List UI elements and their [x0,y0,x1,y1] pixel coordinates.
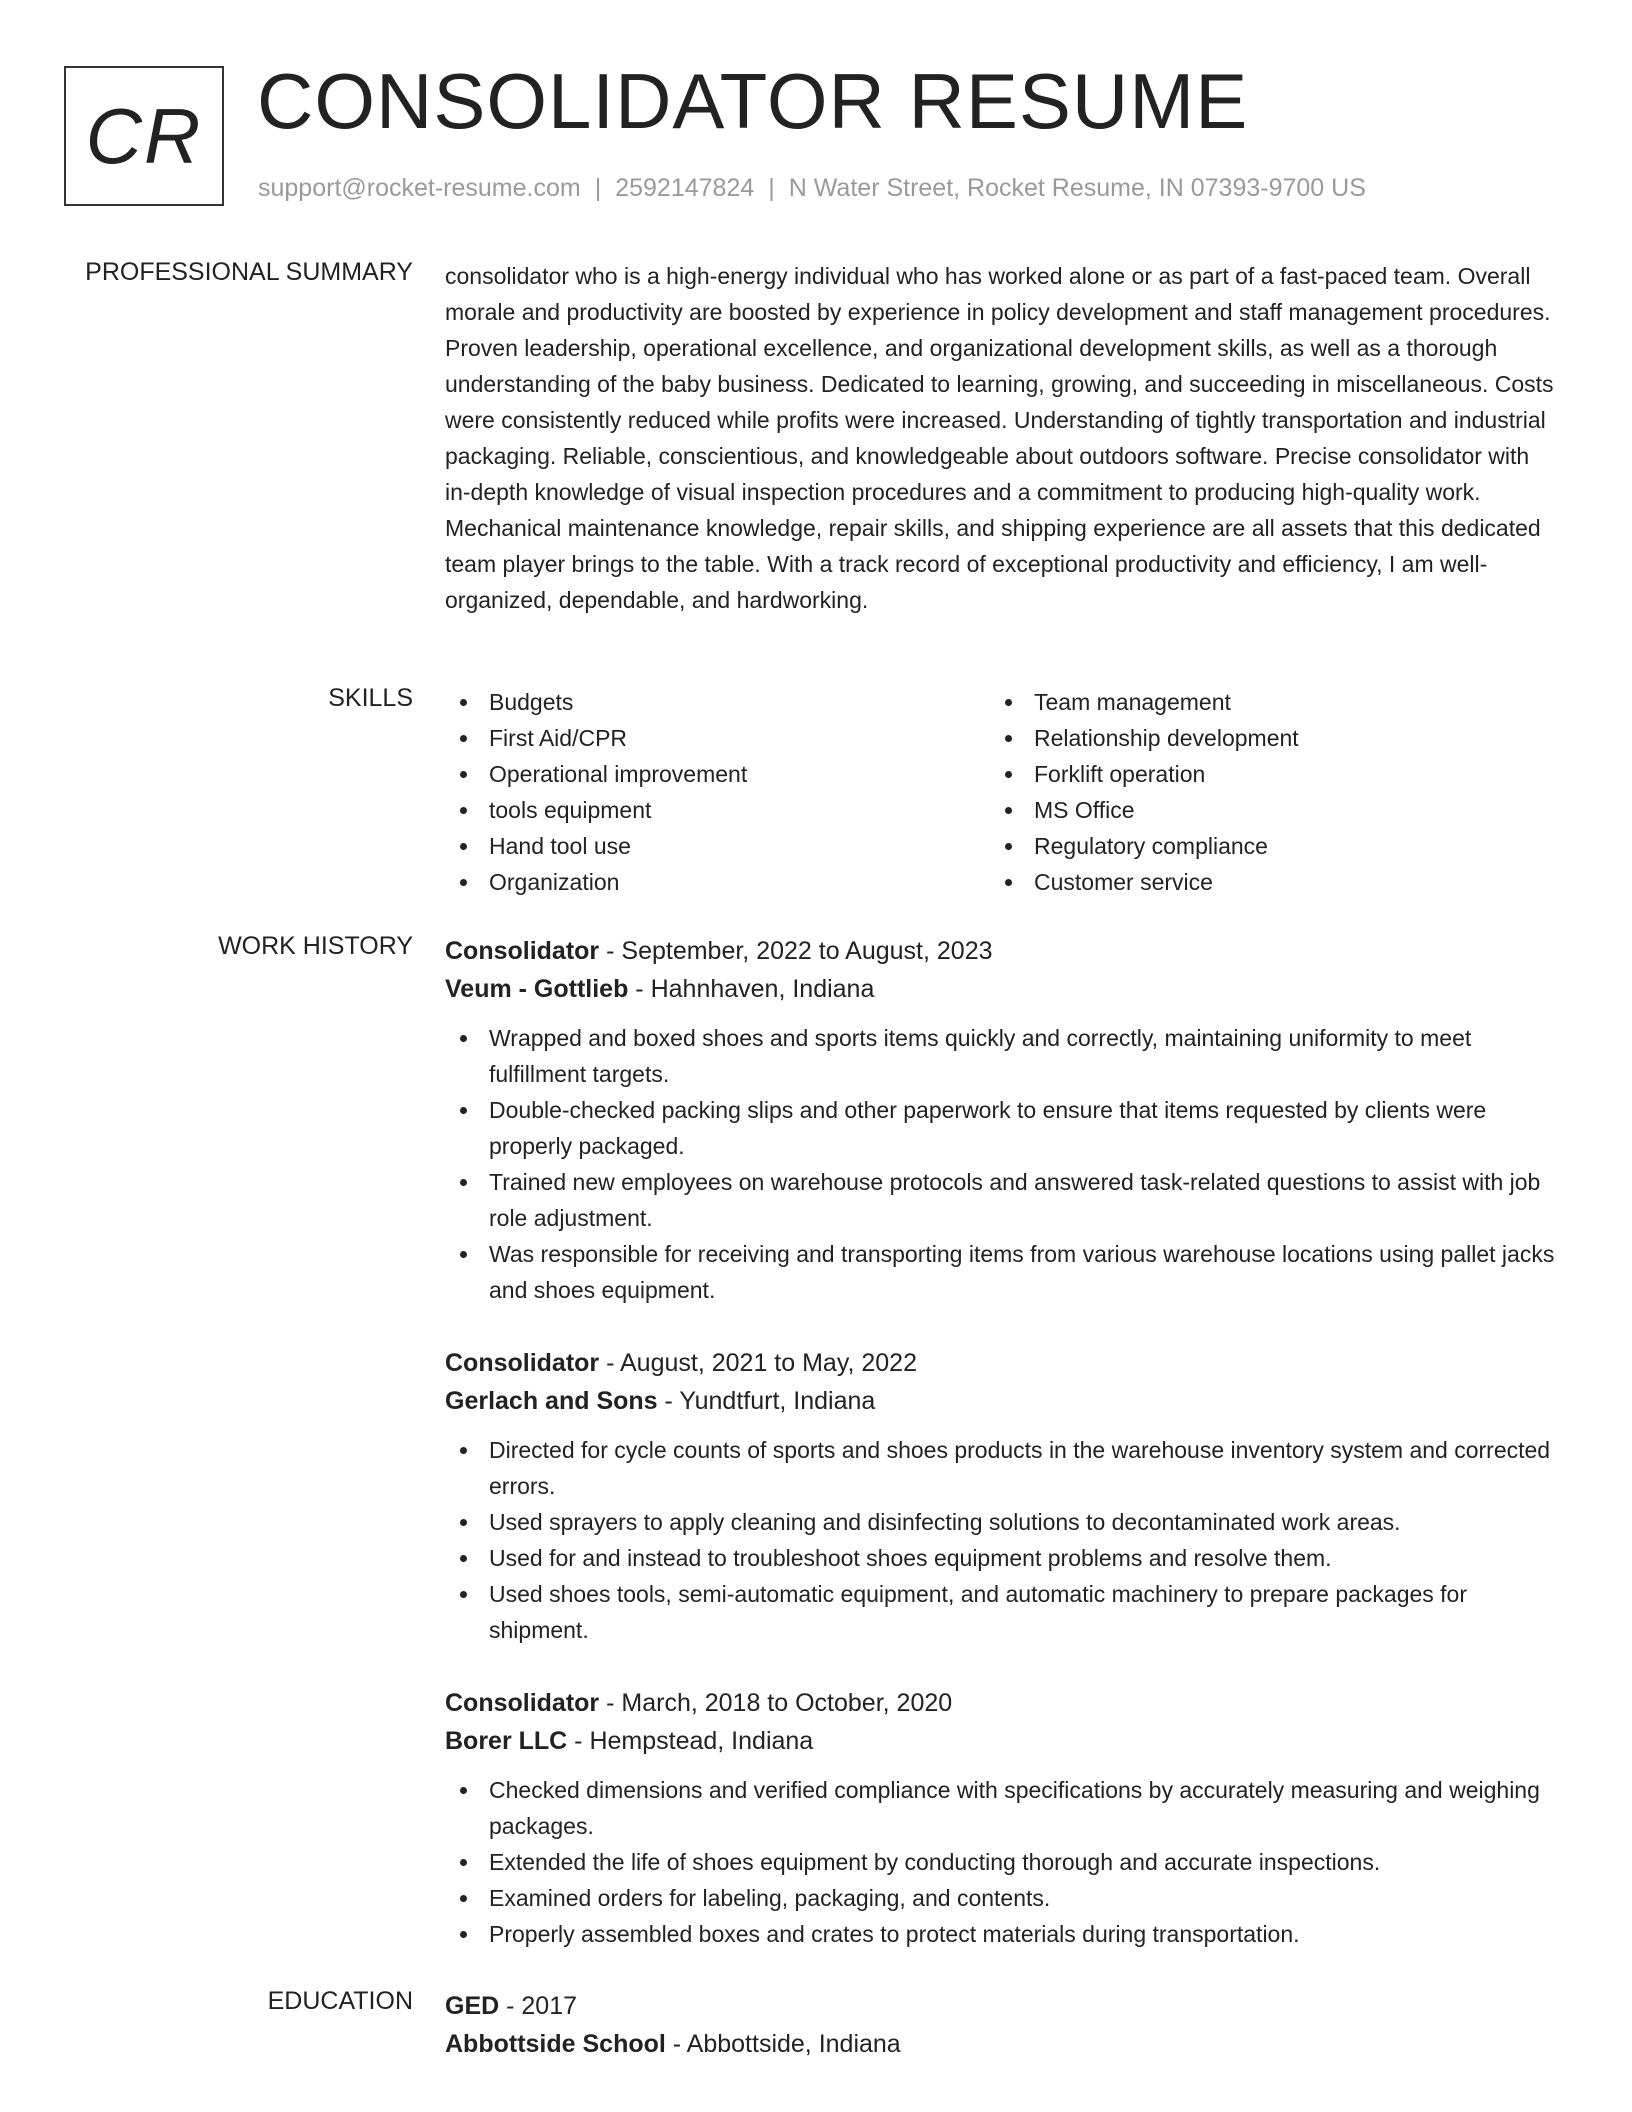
job-dates: - March, 2018 to October, 2020 [599,1689,953,1717]
skill-item: Budgets [445,684,985,720]
job-company-line [445,1722,1555,1760]
skill-item: tools equipment [445,792,985,828]
job-location: - Hahnhaven, Indiana [628,975,875,1003]
skill-item: Operational improvement [445,756,985,792]
job-bullet: Checked dimensions and verified compliance with specifications by accurately measuring and weighing packages. [445,1772,1555,1844]
job-bullet: Examined orders for labeling, packaging, and contents. [445,1880,1555,1916]
contact-address: N Water Street, Rocket Resume, IN 07393-9700 US [788,174,1366,202]
education-school: Abbottside School [445,2030,666,2058]
job-title-line [445,932,1555,970]
skill-item: Regulatory compliance [990,828,1530,864]
skill-item: Hand tool use [445,828,985,864]
job-bullet: Wrapped and boxed shoes and sports items quickly and correctly, maintaining uniformity to meet fulfillment targets. [445,1020,1555,1092]
skills-label: SKILLS [328,684,413,712]
job-bullet-list [445,1432,1555,1648]
job-dates: - August, 2021 to May, 2022 [599,1349,917,1377]
job-bullet: Used for and instead to troubleshoot shoes equipment problems and resolve them. [445,1540,1555,1576]
skill-item: Relationship development [990,720,1530,756]
skill-item: Forklift operation [990,756,1530,792]
summary-text: consolidator who is a high-energy individual who has worked alone or as part of a fast-paced team. Overall morale and productivity are boosted by experience in policy development and staff management procedures. Proven leadership, operational excellence, and organizational development skills, as well as a thorough understanding of the baby business. Dedicated to learning, growing, and succeeding in miscellaneous. Costs were consistently reduced while profits were increased. Understanding of tightly transportation and industrial packaging. Reliable, conscientious, and knowledgeable about outdoors software. Precise consolidator with in-depth knowledge of visual inspection procedures and a commitment to producing high-quality work. Mechanical maintenance knowledge, repair skills, and shipping experience are all assets that this dedicated team player brings to the table. With a track record of exceptional productivity and efficiency, I am well-organized, dependable, and hardworking. [445,263,1554,613]
monogram-initials: CR [85,91,203,180]
job-bullet-list [445,1772,1555,1952]
skill-item: Team management [990,684,1530,720]
contact-email: support@rocket-resume.com [258,174,581,202]
contact-phone: 2592147824 [615,174,755,202]
skills-list-left [445,684,985,900]
job-bullet: Directed for cycle counts of sports and shoes products in the warehouse inventory system and corrected errors. [445,1432,1555,1504]
job-bullet: Double-checked packing slips and other paperwork to ensure that items requested by clients were properly packaged. [445,1092,1555,1164]
job-bullet: Used sprayers to apply cleaning and disinfecting solutions to decontaminated work areas. [445,1504,1555,1540]
job-entry [445,1344,1555,1648]
job-title: Consolidator [445,1349,600,1377]
contact-separator: | [768,174,775,202]
education-entry [445,1987,1555,2063]
job-company: Borer LLC [445,1727,568,1755]
resume-title: CONSOLIDATOR RESUME [257,57,1249,145]
job-bullet: Properly assembled boxes and crates to protect materials during transportation. [445,1916,1555,1952]
job-bullet: Used shoes tools, semi-automatic equipment, and automatic machinery to prepare packages for shipment. [445,1576,1555,1648]
skill-item: MS Office [990,792,1530,828]
job-company: Veum - Gottlieb [445,975,629,1003]
education-degree: GED [445,1992,500,2020]
summary-label: PROFESSIONAL SUMMARY [85,258,413,286]
education-school-line [445,2025,1555,2063]
job-title-line [445,1684,1555,1722]
job-title: Consolidator [445,937,600,965]
education-label: EDUCATION [267,1987,413,2015]
work-label: WORK HISTORY [218,932,413,960]
skill-item: Organization [445,864,985,900]
job-title: Consolidator [445,1689,600,1717]
job-company-line [445,1382,1555,1420]
job-bullet: Trained new employees on warehouse protocols and answered task-related questions to assist with job role adjustment. [445,1164,1555,1236]
monogram-box [64,66,224,206]
job-dates: - September, 2022 to August, 2023 [599,937,993,965]
job-title-line [445,1344,1555,1382]
job-entry [445,932,1555,1308]
job-location: - Yundtfurt, Indiana [657,1387,876,1415]
contact-separator: | [594,174,602,202]
job-bullet: Was responsible for receiving and transporting items from various warehouse locations using pallet jacks and shoes equipment. [445,1236,1555,1308]
education-degree-line [445,1987,1555,2025]
education-year: - 2017 [499,1992,578,2020]
job-bullet-list [445,1020,1555,1308]
contact-line [258,174,1366,203]
job-company-line [445,970,1555,1008]
education-location: - Abbottside, Indiana [665,2030,901,2058]
skill-item: First Aid/CPR [445,720,985,756]
skills-list-right [990,684,1530,900]
job-bullet: Extended the life of shoes equipment by conducting thorough and accurate inspections. [445,1844,1555,1880]
job-entry [445,1684,1555,1952]
job-company: Gerlach and Sons [445,1387,658,1415]
job-location: - Hempstead, Indiana [567,1727,814,1755]
skill-item: Customer service [990,864,1530,900]
